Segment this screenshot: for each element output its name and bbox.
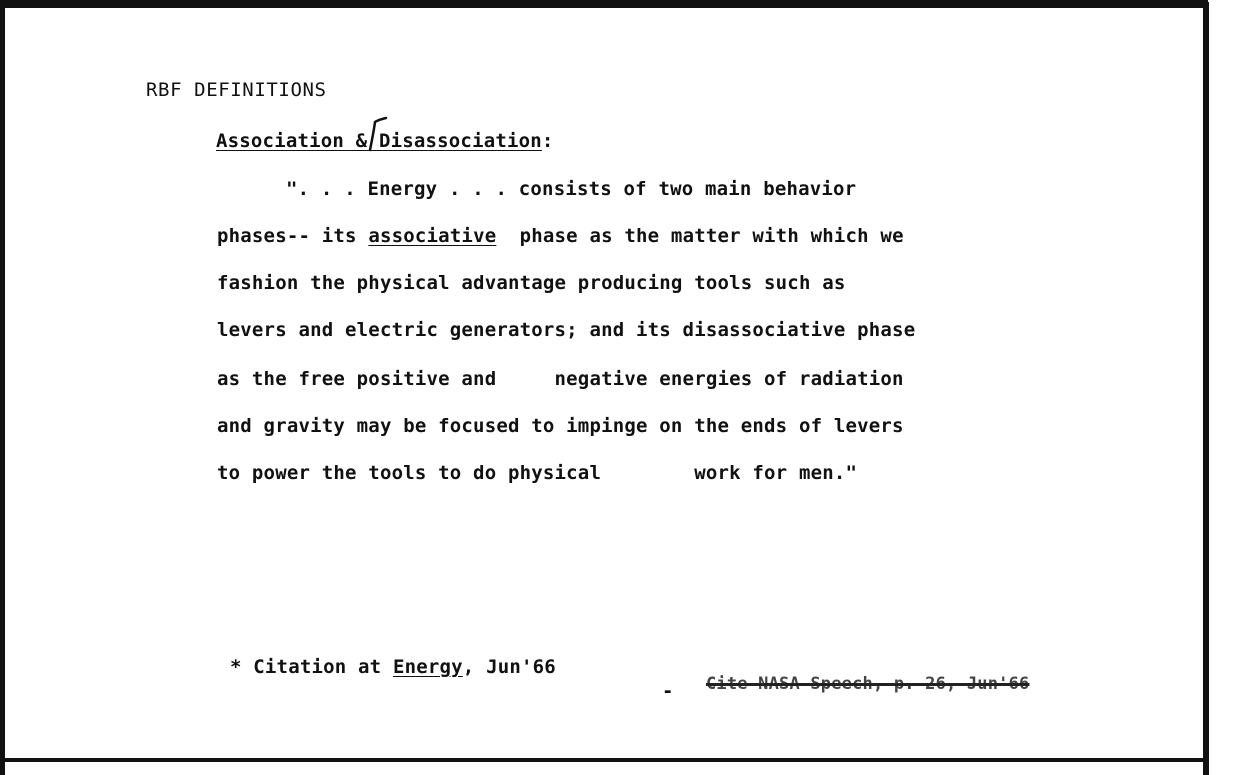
quote-term-associative: associative <box>368 225 497 247</box>
quote-line-7: to power the tools to do physical work for men." <box>217 462 858 484</box>
citation-line <box>230 656 556 678</box>
frame-border-top <box>0 0 1208 8</box>
citation-source: Energy <box>392 656 463 678</box>
citation-dash: - <box>662 680 674 702</box>
subheading-colon: : <box>541 130 554 152</box>
frame-border-right <box>1203 2 1209 775</box>
subheading-term-association: Association <box>216 130 345 152</box>
citation-date: , Jun'66 <box>462 656 556 678</box>
quote-line-6: and gravity may be focused to impinge on the ends of levers <box>217 415 904 437</box>
frame-border-bottom <box>0 758 1209 762</box>
document-header: RBF DEFINITIONS <box>146 79 327 101</box>
quote-line-2-before: phases-- its <box>217 225 369 247</box>
quote-line-1: ". . . Energy . . . consists of two main behavior <box>286 178 857 200</box>
struck-citation: Cite NASA Speech, p. 26, Jun'66 <box>706 674 1030 694</box>
subheading-term-disassociation: Disassociation <box>378 130 542 152</box>
quote-line-2-after: phase as the matter with which we <box>496 225 904 247</box>
frame-border-left <box>0 0 5 775</box>
quote-line-2 <box>217 225 904 247</box>
handwritten-check-mark-icon <box>366 116 388 154</box>
quote-line-3: fashion the physical advantage producing tools such as <box>217 272 846 294</box>
citation-prefix: * Citation at <box>230 656 393 678</box>
quote-line-4: levers and electric generators; and its disassociative phase <box>217 319 916 341</box>
quote-line-5: as the free positive and negative energies of radiation <box>217 368 904 390</box>
subheading-joiner: & <box>344 130 379 152</box>
